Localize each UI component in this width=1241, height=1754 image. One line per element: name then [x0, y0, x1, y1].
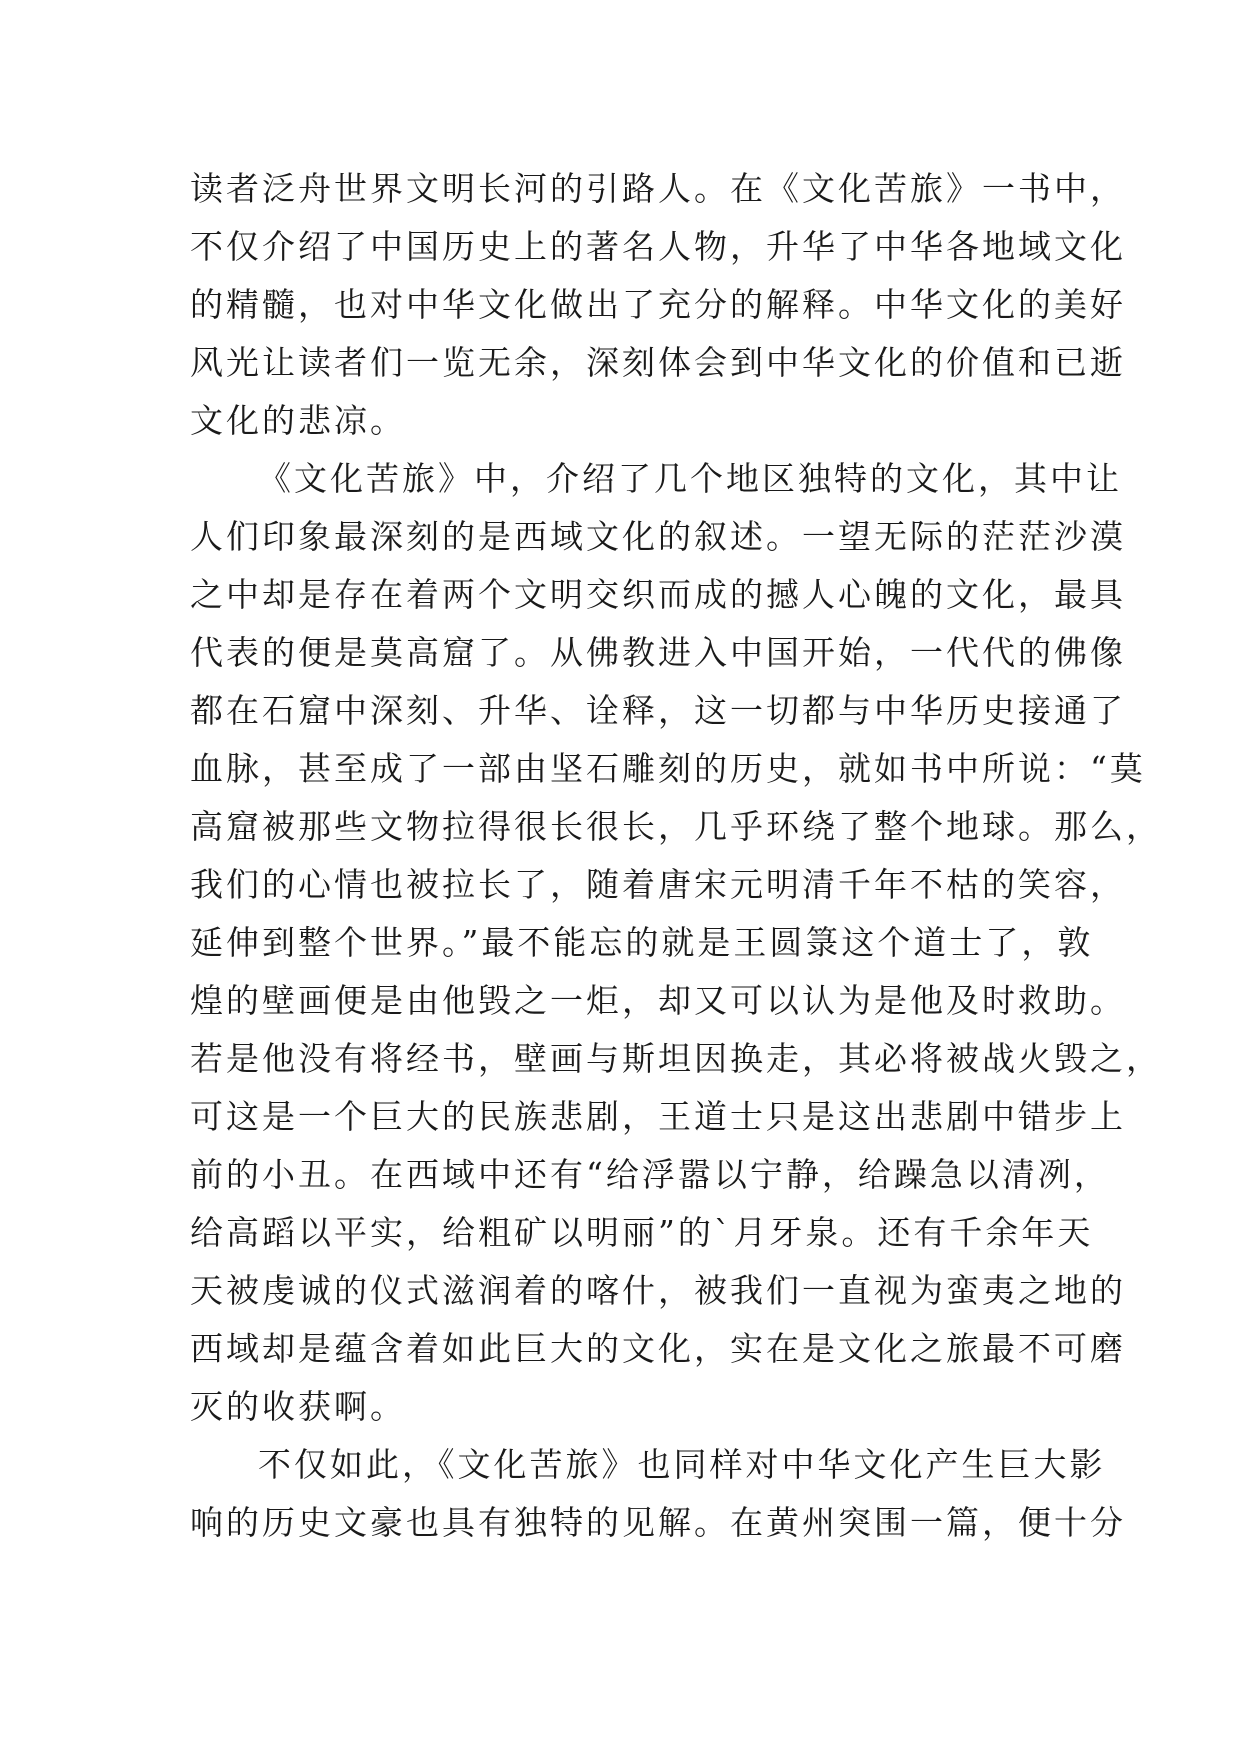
text-line: 天被虔诚的仪式滋润着的喀什，被我们一直视为蛮夷之地的 [190, 1271, 1126, 1310]
text-line: 可这是一个巨大的民族悲剧，王道士只是这出悲剧中错步上 [190, 1097, 1126, 1136]
text-line: 之中却是存在着两个文明交织而成的撼人心魄的文化，最具 [190, 575, 1126, 614]
text-line: 文化的悲凉。 [190, 401, 406, 440]
text-line: 风光让读者们一览无余，深刻体会到中华文化的价值和已逝 [190, 343, 1126, 382]
text-line: 血脉，甚至成了一部由坚石雕刻的历史，就如书中所说：“莫 [190, 749, 1146, 788]
text-line: 前的小丑。在西域中还有“给浮嚣以宁静，给躁急以清冽， [190, 1155, 1110, 1194]
text-line: 的精髓，也对中华文化做出了充分的解释。中华文化的美好 [190, 285, 1126, 324]
text-line: 我们的心情也被拉长了，随着唐宋元明清千年不枯的笑容， [190, 865, 1126, 904]
text-line: 西域却是蕴含着如此巨大的文化，实在是文化之旅最不可磨 [190, 1329, 1126, 1368]
text-line: 煌的壁画便是由他毁之一炬，却又可以认为是他及时救助。 [190, 981, 1126, 1020]
text-line: 若是他没有将经书，壁画与斯坦因换走，其必将被战火毁之， [190, 1039, 1162, 1078]
text-line: 代表的便是莫高窟了。从佛教进入中国开始，一代代的佛像 [190, 633, 1126, 672]
text-line: 延伸到整个世界。”最不能忘的就是王圆箓这个道士了，敦 [190, 923, 1094, 962]
text-line: 人们印象最深刻的是西域文化的叙述。一望无际的茫茫沙漠 [190, 517, 1126, 556]
text-line: 给高蹈以平实，给粗矿以明丽”的`月牙泉。还有千余年天 [190, 1213, 1094, 1252]
text-line: 高窟被那些文物拉得很长很长，几乎环绕了整个地球。那么， [190, 807, 1162, 846]
text-line: 都在石窟中深刻、升华、诠释，这一切都与中华历史接通了 [190, 691, 1126, 730]
text-line: 响的历史文豪也具有独特的见解。在黄州突围一篇，便十分 [190, 1503, 1126, 1542]
text-line: 灭的收获啊。 [190, 1387, 406, 1426]
text-line: 《文化苦旅》中，介绍了几个地区独特的文化，其中让 [258, 459, 1122, 498]
text-line: 不仅介绍了中国历史上的著名人物，升华了中华各地域文化 [190, 227, 1126, 266]
text-line: 不仅如此，《文化苦旅》也同样对中华文化产生巨大影 [258, 1445, 1106, 1484]
text-line: 读者泛舟世界文明长河的引路人。在《文化苦旅》一书中， [190, 169, 1126, 208]
document-body [190, 160, 1162, 1552]
